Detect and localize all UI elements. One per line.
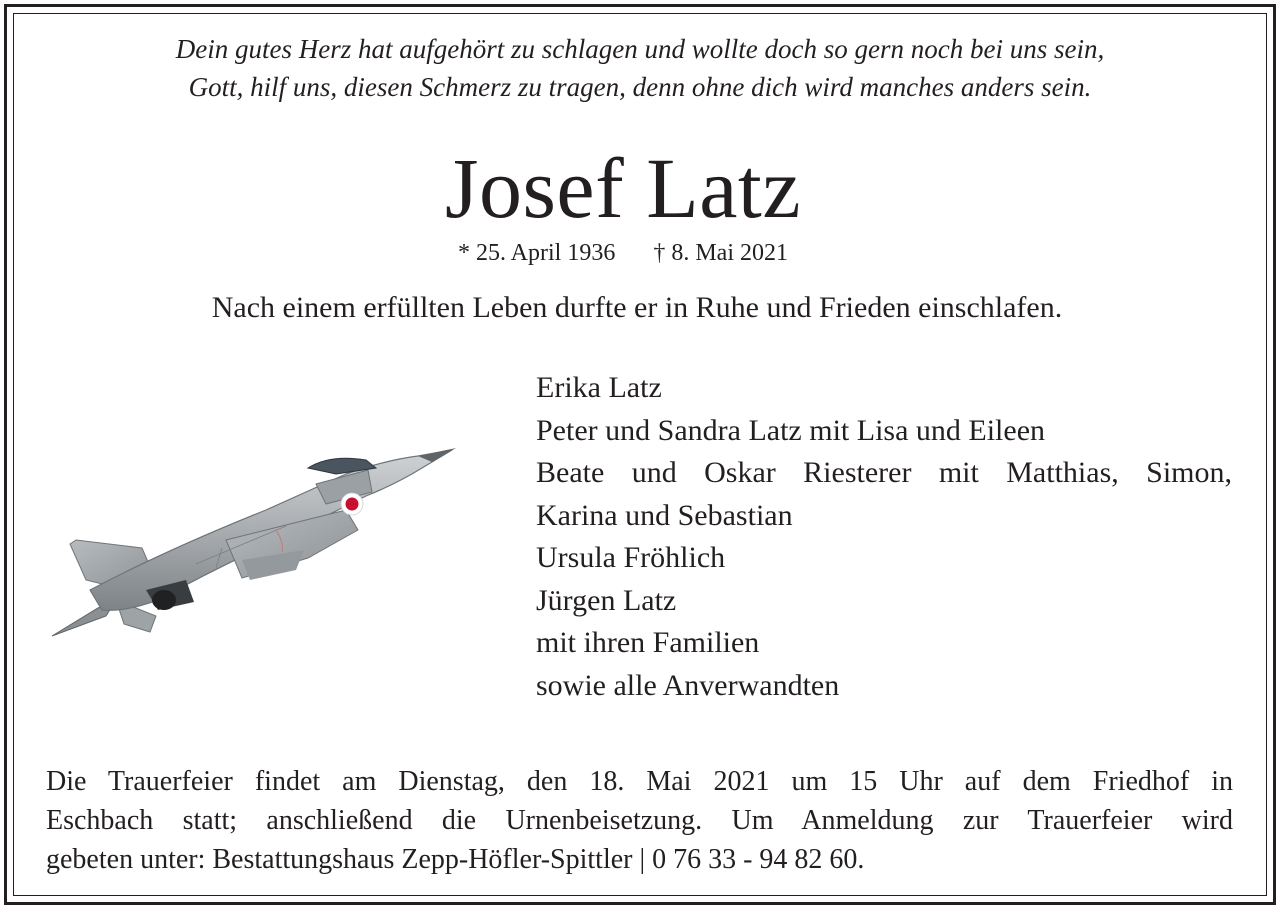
memorial-verse	[0, 30, 1280, 106]
life-statement: Nach einem erfüllten Leben durfte er in Ruhe und Frieden einschlafen.	[211, 291, 1063, 324]
verse-line-1: Dein gutes Herz hat aufgehört zu schlagen und wollte doch so gern noch bei uns sein,	[175, 34, 1105, 64]
notice-line-1: Die Trauerfeier findet am Dienstag, den 18. Mai 2021 um 15 Uhr auf dem Friedhof in	[46, 766, 1233, 797]
verse-line-2: Gott, hilf uns, diesen Schmerz zu tragen, denn ohne dich wird manches anders sein.	[188, 72, 1092, 102]
notice-line-3: gebeten unter: Bestattungshaus Zepp-Höfler-Spittler | 0 76 33 - 94 82 60.	[46, 844, 865, 875]
fighter-jet-icon	[46, 440, 460, 646]
mourner-line: Beate und Oskar Riesterer mit Matthias, Simon,	[536, 456, 1232, 489]
mourner-line: mit ihren Familien	[536, 626, 760, 659]
notice-line-2: Eschbach statt; anschließend die Urnenbeisetzung. Um Anmeldung zur Trauerfeier wird	[46, 805, 1233, 836]
life-dates	[0, 238, 1246, 268]
mourner-line: Karina und Sebastian	[536, 498, 793, 532]
death-date: † 8. Mai 2021	[653, 240, 788, 266]
mourner-line: Ursula Fröhlich	[536, 541, 726, 574]
funeral-notice	[46, 762, 1233, 879]
mourner-line: Erika Latz	[536, 371, 662, 404]
birth-date: * 25. April 1936	[457, 240, 616, 266]
mourner-line: sowie alle Anverwandten	[536, 668, 840, 702]
deceased-name: Josef Latz	[444, 140, 801, 236]
mourner-line: Jürgen Latz	[536, 583, 677, 617]
mourners-list	[536, 367, 1236, 707]
mourner-line: Peter und Sandra Latz mit Lisa und Eileen	[536, 413, 1046, 447]
